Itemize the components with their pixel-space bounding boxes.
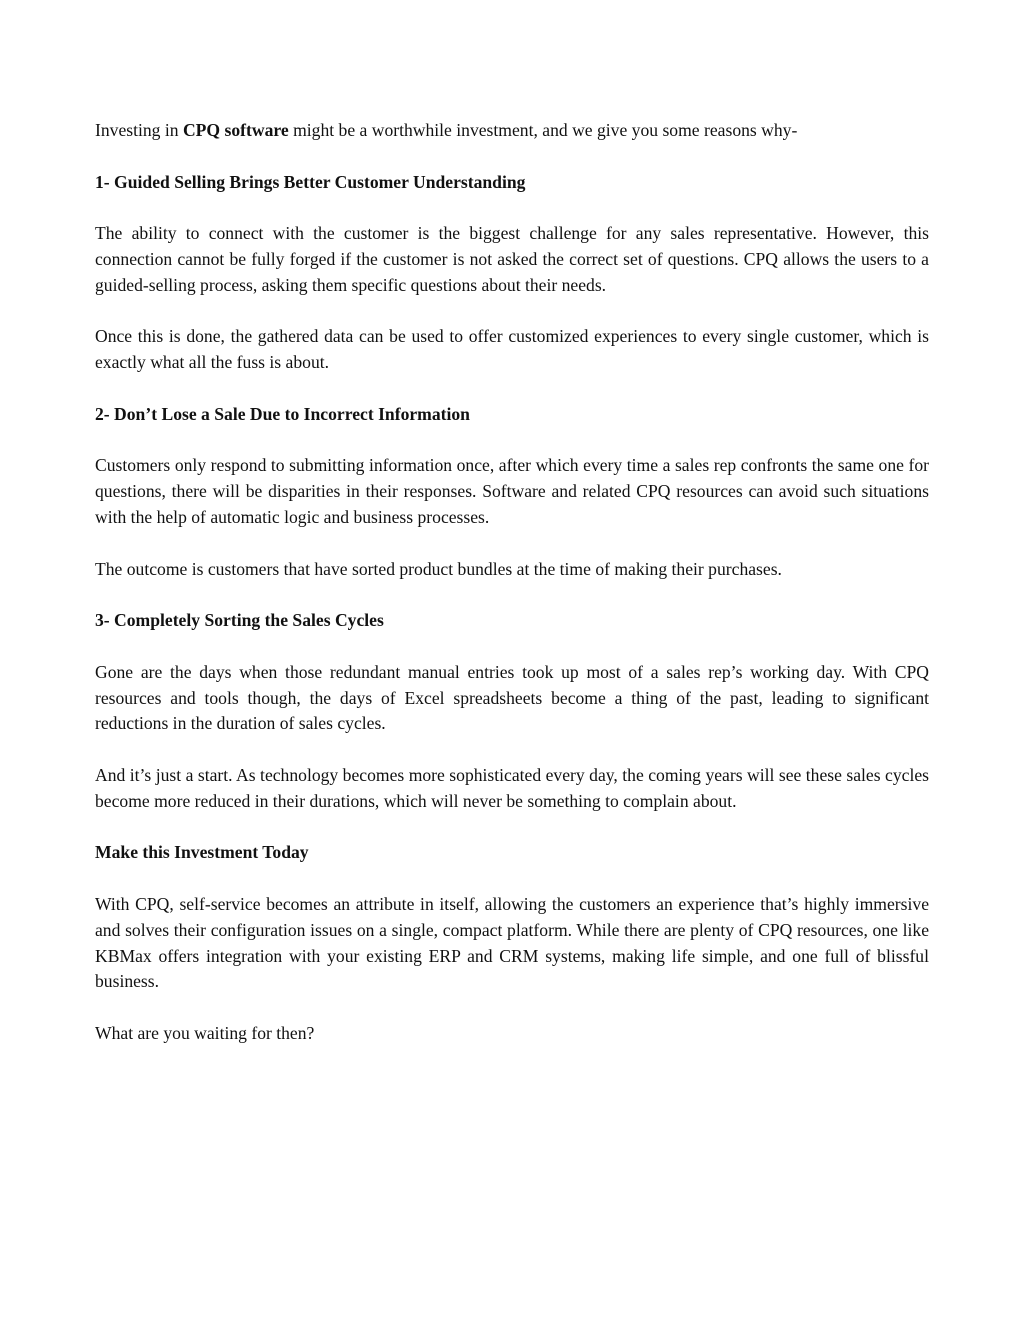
intro-text-after: might be a worthwhile investment, and we give you some reasons why- [288,120,798,140]
section-1-paragraph-2: Once this is done, the gathered data can be used to offer customized experiences to every single customer, which is exactly what all the fuss is about. [95,326,929,373]
intro-paragraph [95,118,929,144]
document-body [95,118,929,1072]
intro-text-before: Investing in [95,120,183,140]
section-3-paragraph-1: Gone are the days when those redundant manual entries took up most of a sales rep’s working day. With CPQ resources and tools though, the days of Excel spreadsheets become a thing of the past, leading to significant reductions in the duration of sales cycles. [95,661,929,734]
section-1-heading: 1- Guided Selling Brings Better Customer Understanding [95,171,526,192]
section-2-heading: 2- Don’t Lose a Sale Due to Incorrect Information [95,403,470,424]
intro-keyword: CPQ software [182,120,289,140]
section-3-paragraph-2: And it’s just a start. As technology becomes more sophisticated every day, the coming years will see these sales cycles become more reduced in their durations, which will never be something to complain about. [95,764,929,811]
section-2-paragraph-1: Customers only respond to submitting information once, after which every time a sales rep confronts the same one for questions, there will be disparities in their responses. Software and related CPQ resources can avoid such situations with the help of automatic logic and business processes. [95,455,929,527]
section-2-paragraph-2: The outcome is customers that have sorted product bundles at the time of making their purchases. [95,558,782,579]
section-4-paragraph-1: With CPQ, self-service becomes an attribute in itself, allowing the customers an experience that’s highly immersive and solves their configuration issues on a single, compact platform. While there are plenty of CPQ resources, one like KBMax offers integration with your existing ERP and CRM systems, making life simple, and one full of blissful business. [95,893,929,992]
section-4-heading: Make this Investment Today [95,842,309,863]
section-1-paragraph-1: The ability to connect with the customer is the biggest challenge for any sales representative. However, this connection cannot be fully forged if the customer is not asked the correct set of questions. CPQ allows the users to a guided-selling process, asking them specific questions about their needs. [95,223,929,295]
section-4-paragraph-2: What are you waiting for then? [95,1022,315,1043]
section-3-heading: 3- Completely Sorting the Sales Cycles [95,610,384,631]
